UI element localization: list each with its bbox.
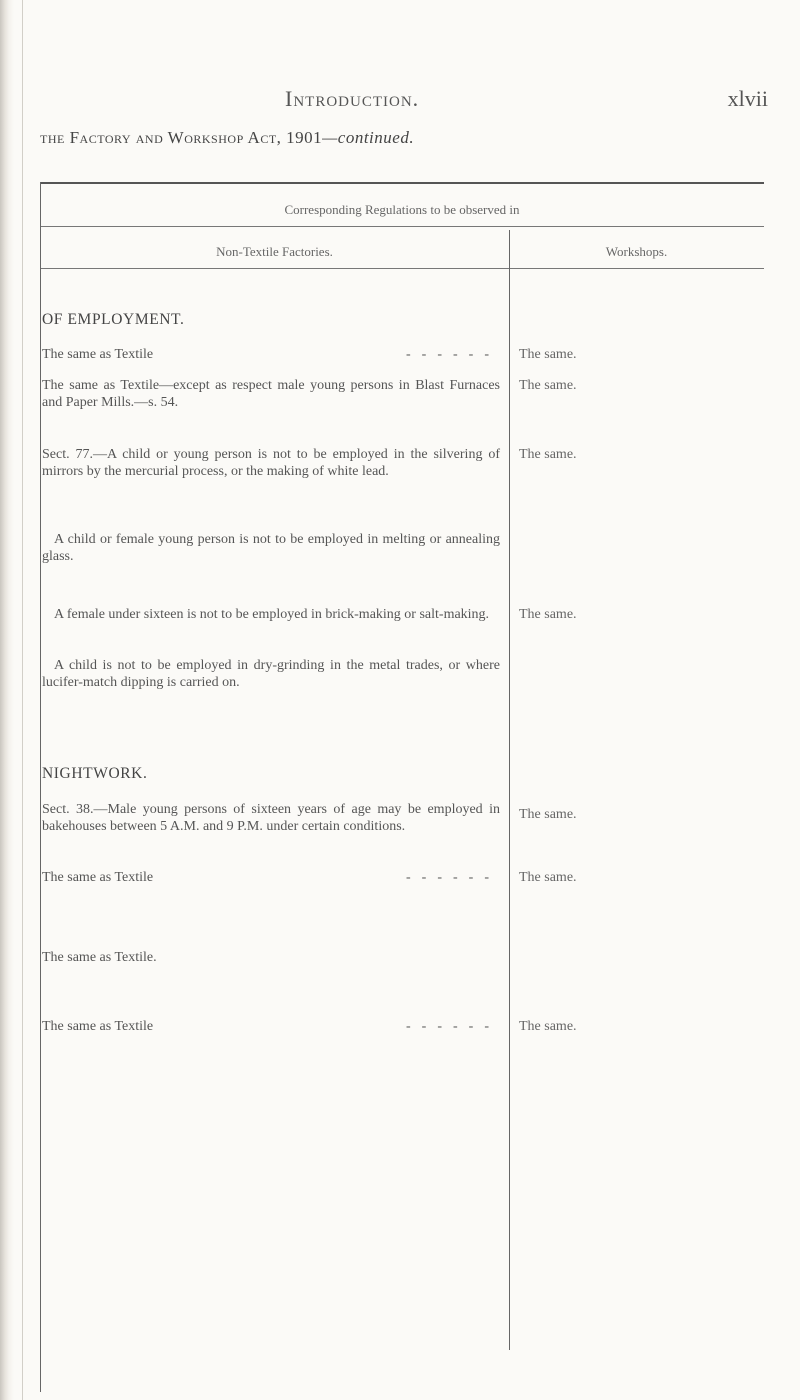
row-workshop-value: The same.: [519, 378, 577, 393]
act-title-continued: —continued.: [322, 128, 415, 147]
table-row: [42, 346, 500, 363]
leader-dashes: ------: [406, 870, 500, 885]
table-left-border: [40, 182, 41, 1392]
table-row: Sect. 77.—A child or young person is not to be employed in the silvering of mirrors by the mercurial process, or the making of white lead.: [42, 447, 500, 479]
row-workshop-value: The same.: [519, 607, 577, 622]
row-workshop-value: The same.: [519, 1019, 577, 1034]
table-row: The same as Textile—except as respect male young persons in Blast Furnaces and Paper Mills.—s. 54.: [42, 378, 500, 410]
column-header-non-textile: Non-Textile Factories.: [216, 244, 333, 259]
table-row: A female under sixteen is not to be employed in brick-making or salt-making.: [54, 607, 490, 622]
column-divider: [509, 230, 510, 1350]
page-number: xlvii: [727, 86, 768, 111]
row-text: The same as Textile: [42, 347, 154, 362]
leader-dashes: ------: [406, 1019, 500, 1034]
table-row: The same as Textile.: [42, 950, 157, 965]
table-row-continuation: A child or female young person is not to be employed in melting or annealing glass.: [42, 532, 500, 564]
group-header: Corresponding Regulations to be observed in: [284, 202, 520, 217]
section-heading-employment: OF EMPLOYMENT.: [42, 311, 185, 328]
column-header-workshops: Workshops.: [605, 244, 668, 259]
leader-dashes: ------: [406, 347, 500, 362]
row-workshop-value: The same.: [519, 870, 577, 885]
act-title: [40, 128, 414, 148]
binding-crease: [22, 0, 23, 1400]
section-heading-nightwork: NIGHTWORK.: [42, 765, 148, 782]
table-row-continuation: A child is not to be employed in dry-grinding in the metal trades, or where lucifer-match dipping is carried on.: [42, 658, 500, 690]
row-text: The same as Textile: [42, 1019, 154, 1034]
group-header-rule: [40, 226, 764, 227]
table-top-rule: [40, 182, 764, 184]
page-binding-edge: [0, 0, 14, 1400]
running-header: [285, 86, 768, 116]
row-workshop-value: The same.: [519, 447, 577, 462]
column-header-rule: [40, 268, 764, 269]
row-text: The same as Textile: [42, 870, 154, 885]
row-workshop-value: The same.: [519, 347, 577, 362]
page-title: Introduction.: [285, 86, 420, 111]
act-title-main: the Factory and Workshop Act, 1901: [40, 128, 323, 147]
table-row: [42, 869, 500, 886]
row-workshop-value: The same.: [519, 807, 577, 822]
table-row: [42, 1018, 500, 1035]
table-row: Sect. 38.—Male young persons of sixteen years of age may be employed in bakehouses between 5 A.M. and 9 P.M. under certain conditions.: [42, 802, 500, 834]
